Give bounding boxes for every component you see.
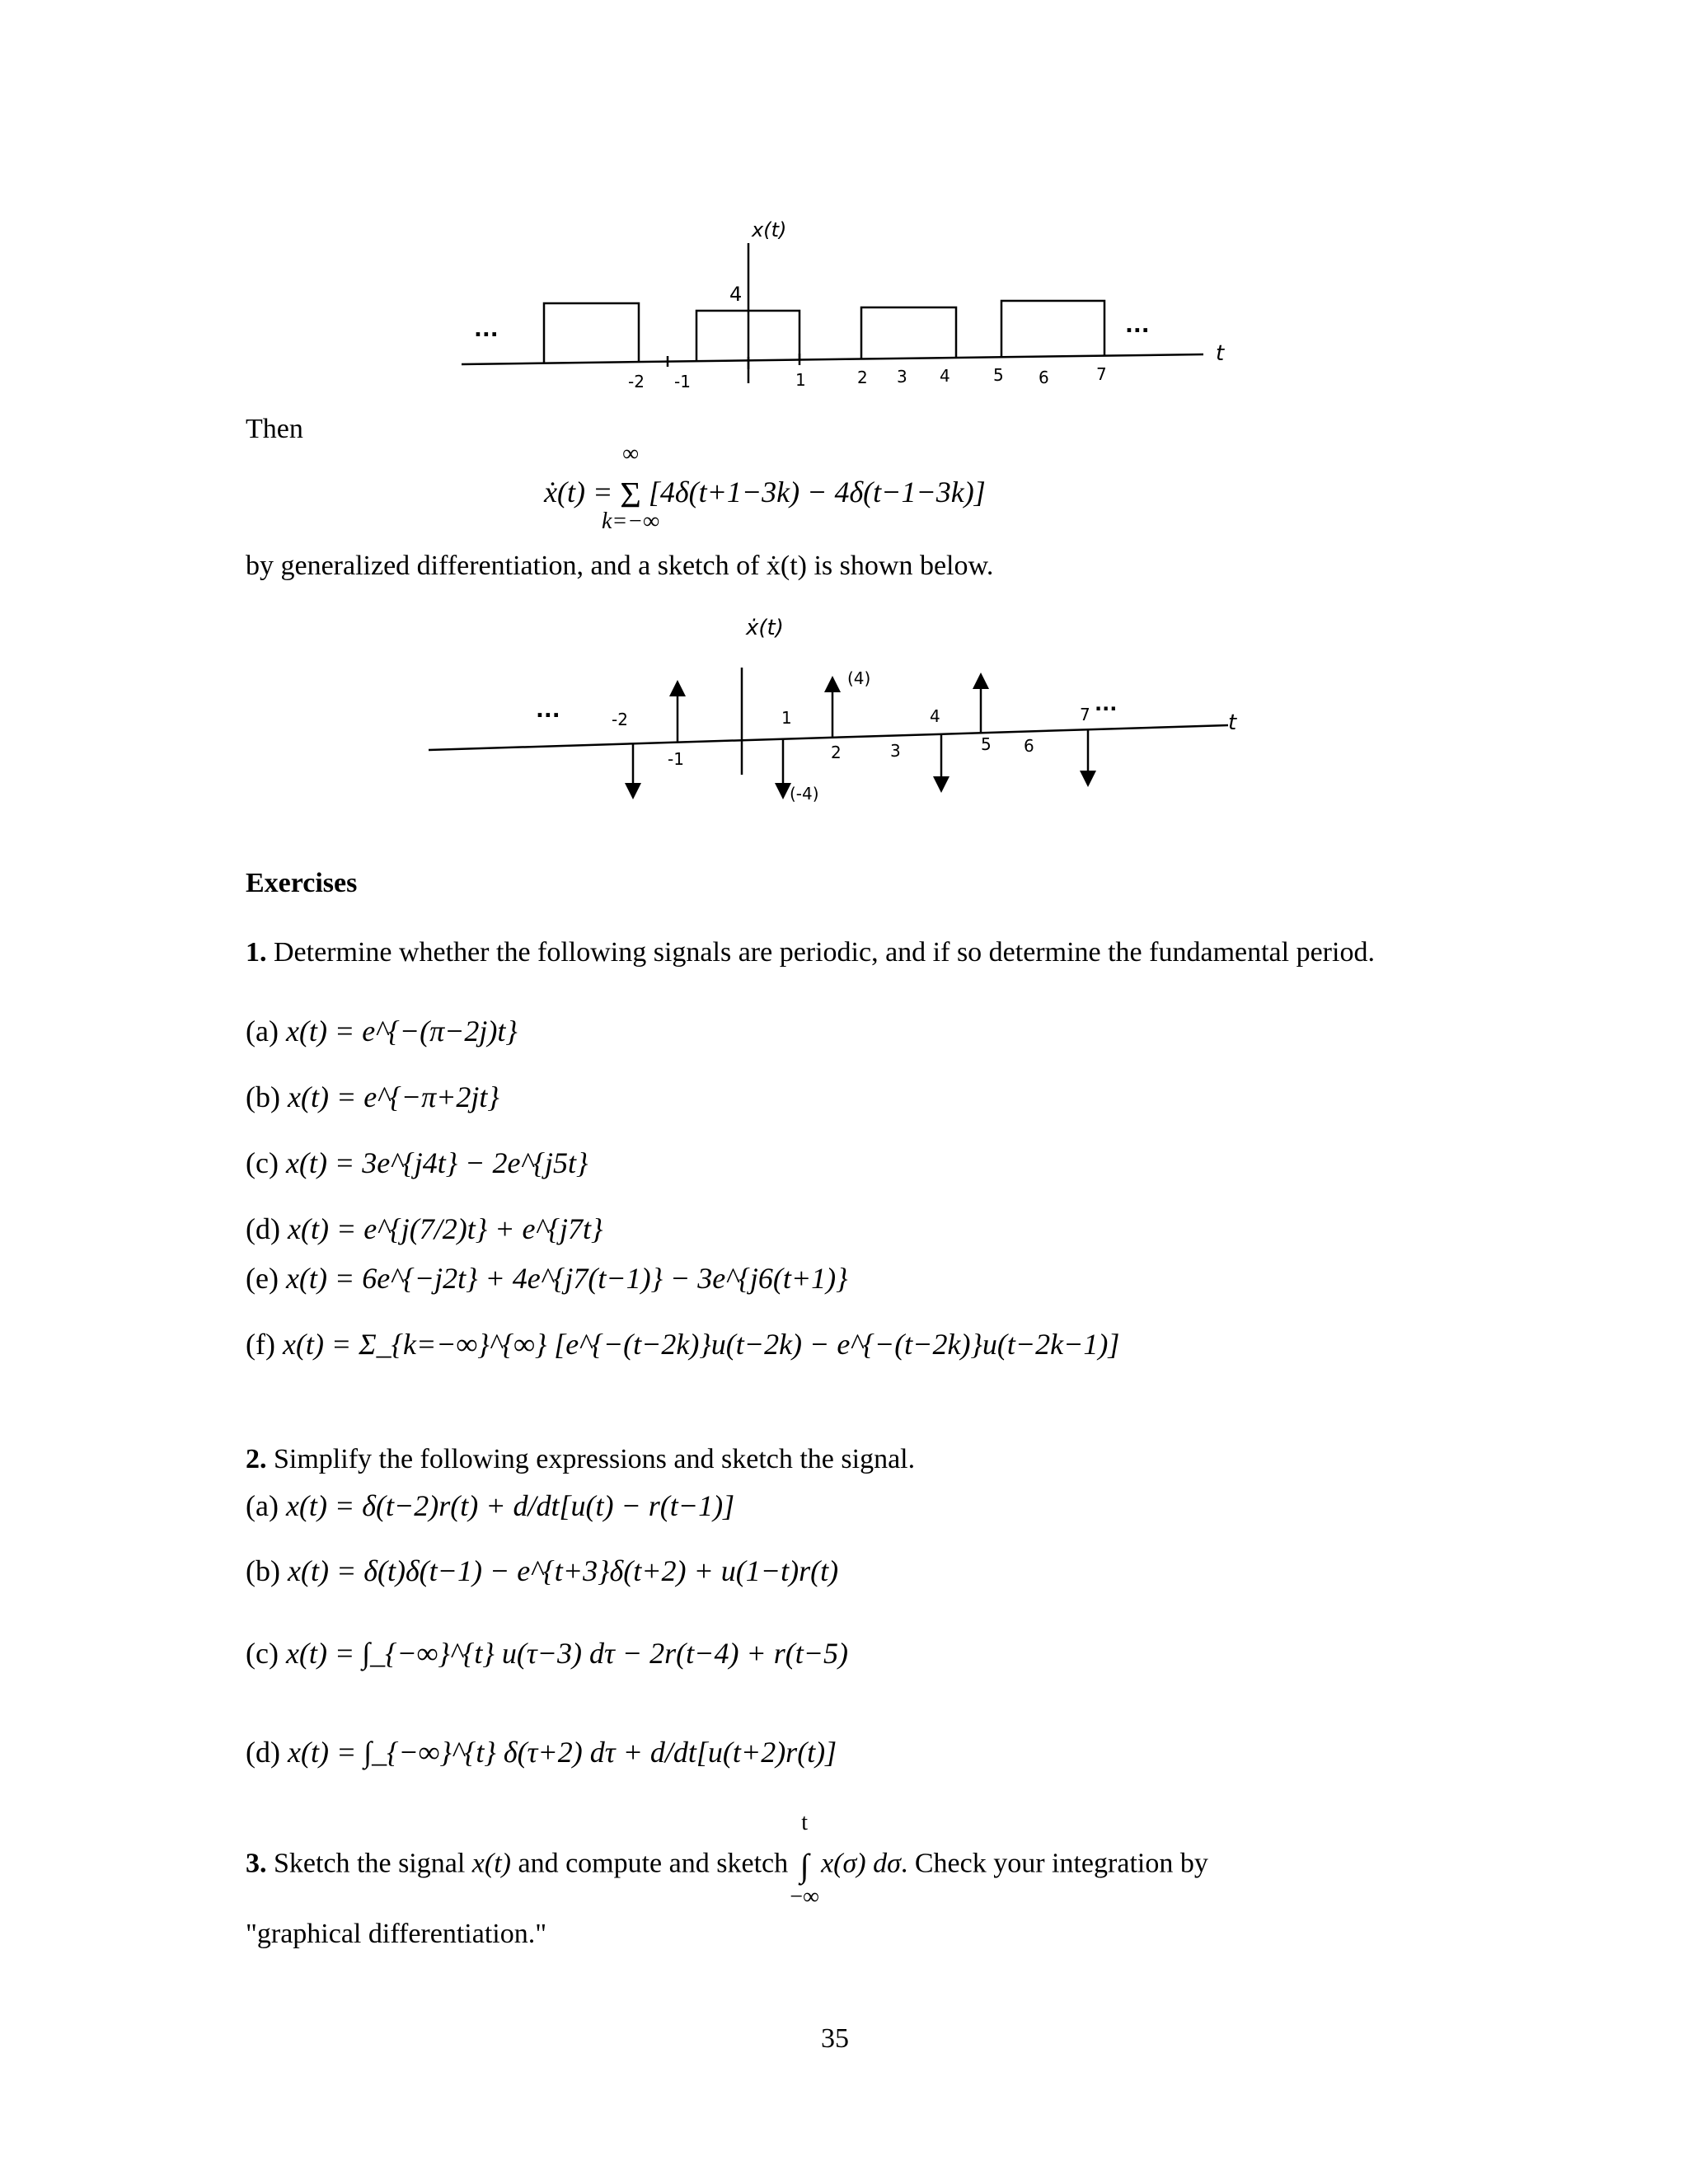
fig2-ellipsis-left: ... xyxy=(536,698,560,723)
fig2-weight-up: (4) xyxy=(847,668,871,688)
fig1-tick-label: 2 xyxy=(857,368,868,387)
ex1-item-f-expr: x(t) = Σ_{k=−∞}^{∞} [e^{−(t−2k)}u(t−2k) − e^{−(t−2k)}u(t−2k−1)] xyxy=(282,1328,1120,1361)
ex3-number: 3. xyxy=(246,1848,267,1879)
fig2-tick-label: -1 xyxy=(668,749,684,769)
ex2-item-a-expr: x(t) = δ(t−2)r(t) + d/dt[u(t) − r(t−1)] xyxy=(285,1489,735,1522)
equation-xdot xyxy=(544,441,986,534)
ex2-item-a xyxy=(246,1488,734,1523)
ex3-integrand: x(σ) dσ xyxy=(821,1848,901,1879)
eq1-sum: ∞ Σ k=−∞ xyxy=(601,441,660,534)
ex1-item-c xyxy=(246,1146,588,1180)
fig1-time-axis xyxy=(462,354,1203,364)
ex1-item-e-label: (e) xyxy=(246,1262,279,1295)
ex1-item-d-expr: x(t) = e^{j(7/2)t} + e^{j7t} xyxy=(287,1212,603,1245)
fig1-tick-label: -2 xyxy=(628,372,645,391)
fig1-tick-label: 3 xyxy=(897,367,907,387)
ex2-number: 2. xyxy=(246,1444,267,1474)
fig2-tick-label: 1 xyxy=(781,708,792,728)
fig1-pulse xyxy=(1001,301,1104,358)
fig2-x-label: t xyxy=(1228,710,1237,735)
fig2-y-label: ẋ(t) xyxy=(746,616,784,640)
fig2-tick-label: -2 xyxy=(612,710,628,729)
ex2-item-d-expr: x(t) = ∫_{−∞}^{t} δ(τ+2) dτ + d/dt[u(t+2)r(t)] xyxy=(287,1736,837,1769)
ex1-item-c-expr: x(t) = 3e^{j4t} − 2e^{j5t} xyxy=(285,1146,588,1179)
fig1-x-label: t xyxy=(1216,341,1225,366)
ex2-item-b-label: (b) xyxy=(246,1554,280,1587)
ex3-line-1 xyxy=(246,1810,1208,1910)
ex1-item-a-label: (a) xyxy=(246,1015,279,1047)
ex2-item-d xyxy=(246,1735,837,1769)
ex3-line-2: "graphical differentiation." xyxy=(246,1919,547,1949)
fig2-ellipsis-right: ... xyxy=(1095,692,1118,715)
ex2-item-c-label: (c) xyxy=(246,1637,279,1670)
eq1-lhs: ẋ(t) = xyxy=(544,475,613,509)
ex1-item-e-expr: x(t) = 6e^{−j2t} + 4e^{j7(t−1)} − 3e^{j6(t+1)} xyxy=(285,1262,848,1295)
ex2-prompt: Simplify the following expressions and sketch the signal. xyxy=(274,1444,916,1474)
ex1-item-a xyxy=(246,1014,518,1048)
ex1-prompt: Determine whether the following signals are periodic, and if so determine the fundamental period. xyxy=(274,937,1375,968)
ex1-item-b-expr: x(t) = e^{−π+2jt} xyxy=(287,1080,499,1113)
figure-2-impulse-train xyxy=(412,602,1253,816)
ex1-item-f xyxy=(246,1327,1119,1361)
exercises-heading: Exercises xyxy=(246,868,358,898)
fig1-ellipsis-right: ... xyxy=(1125,313,1150,338)
ex2-item-b-expr: x(t) = δ(t)δ(t−1) − e^{t+3}δ(t+2) + u(1−t)r(t) xyxy=(287,1554,839,1587)
eq1-body: [4δ(t+1−3k) − 4δ(t−1−3k)] xyxy=(648,475,986,509)
ex1-prompt-block xyxy=(246,935,1416,970)
text-then: Then xyxy=(246,414,303,444)
eq1-sum-upper: ∞ xyxy=(622,441,640,466)
page-number: 35 xyxy=(821,2023,849,2054)
ex3-text-a: Sketch the signal xyxy=(274,1848,466,1879)
fig1-height-label: 4 xyxy=(729,283,743,306)
ex1-item-d xyxy=(246,1212,603,1246)
ex1-item-d-label: (d) xyxy=(246,1212,280,1245)
fig2-tick-label: 6 xyxy=(1024,736,1034,756)
fig1-pulse xyxy=(861,307,956,359)
ex2-item-a-label: (a) xyxy=(246,1489,279,1522)
fig1-tick-label: 7 xyxy=(1096,364,1107,384)
ex1-item-c-label: (c) xyxy=(246,1146,279,1179)
fig1-tick-label: -1 xyxy=(674,372,691,391)
fig2-tick-label: 2 xyxy=(831,743,842,762)
fig1-pulse xyxy=(544,303,639,363)
fig2-weight-down: (-4) xyxy=(790,784,819,804)
ex1-item-e xyxy=(246,1261,848,1296)
fig1-tick-label: 5 xyxy=(993,365,1004,385)
ex2-item-b xyxy=(246,1554,838,1588)
fig1-tick-label: 1 xyxy=(795,370,806,390)
ex1-item-f-label: (f) xyxy=(246,1328,275,1361)
ex3-int-upper: t xyxy=(801,1810,808,1835)
eq1-sum-lower: k=−∞ xyxy=(601,509,660,534)
fig1-tick-label: 4 xyxy=(940,366,950,386)
fig2-tick-label: 5 xyxy=(981,734,992,754)
fig1-ellipsis-left: ... xyxy=(474,317,499,342)
ex1-item-b-label: (b) xyxy=(246,1080,280,1113)
ex1-number: 1. xyxy=(246,937,267,968)
fig2-time-axis xyxy=(429,725,1228,750)
fig2-tick-label: 7 xyxy=(1080,705,1090,724)
ex2-prompt-block xyxy=(246,1444,915,1475)
ex3-integral: t ∫ −∞ xyxy=(790,1810,819,1910)
ex1-item-a-expr: x(t) = e^{−(π−2j)t} xyxy=(285,1015,518,1047)
ex3-text-b: and compute and sketch xyxy=(518,1848,789,1879)
ex3-signal: x(t) xyxy=(471,1848,511,1879)
ex2-item-d-label: (d) xyxy=(246,1736,280,1769)
ex3-text-c: . Check your integration by xyxy=(900,1848,1208,1879)
fig1-tick-labels xyxy=(628,364,1107,391)
fig1-y-label: x(t) xyxy=(752,218,787,241)
fig2-tick-label: 3 xyxy=(890,741,901,761)
text-generalized-diff: by generalized differentiation, and a sketch of ẋ(t) is shown below. xyxy=(246,551,994,581)
ex2-item-c-expr: x(t) = ∫_{−∞}^{t} u(τ−3) dτ − 2r(t−4) + r(t−5) xyxy=(285,1637,848,1670)
figure-1-pulse-train xyxy=(445,218,1236,400)
fig2-tick-label: 4 xyxy=(930,706,940,726)
ex1-item-b xyxy=(246,1080,499,1114)
fig1-tick-label: 6 xyxy=(1039,368,1049,387)
ex3-int-lower: −∞ xyxy=(790,1884,819,1910)
ex2-item-c xyxy=(246,1636,848,1671)
